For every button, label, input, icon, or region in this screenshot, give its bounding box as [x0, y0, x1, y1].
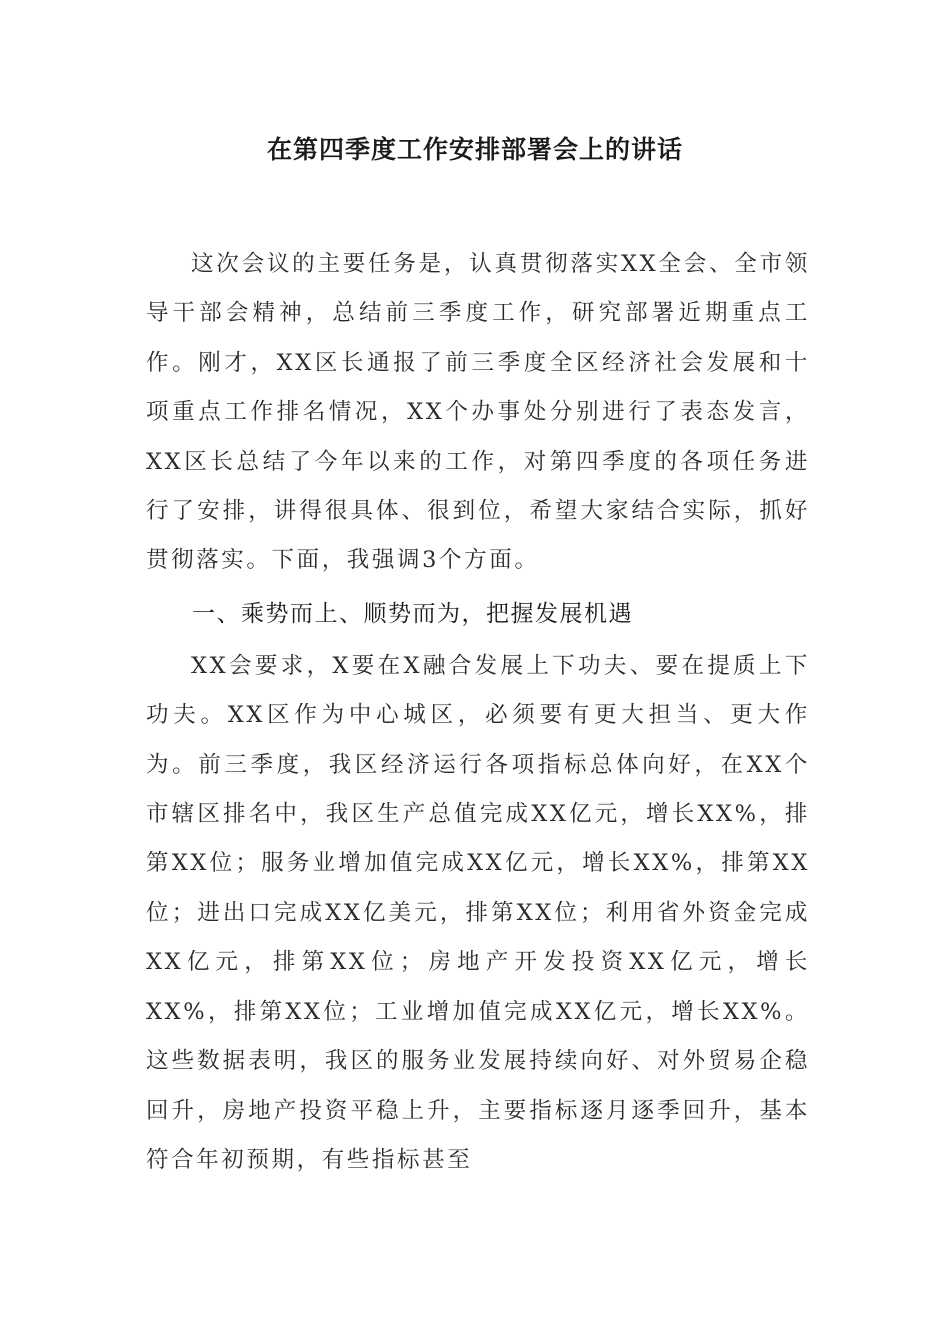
section-1-paragraph: XX会要求，X要在X融合发展上下功夫、要在提质上下功夫。XX区作为中心城区，必须要有更大担当、更大作为。前三季度，我区经济运行各项指标总体向好，在XX个市辖区排名中，我区生产总值完成XX亿元，增长XX%，排第XX位；服务业增加值完成XX亿元，增长XX%，排第XX位；进出口完成XX亿美元，排第XX位；利用省外资金完成XX亿元，排第XX位；房地产开发投资XX亿元，增长XX%，排第XX位；工业增加值完成XX亿元，增长XX%。这些数据表明，我区的服务业发展持续向好、对外贸易企稳回升，房地产投资平稳上升，主要指标逐月逐季回升，基本符合年初预期，有些指标甚至 — [146, 652, 810, 1173]
document-body — [146, 240, 810, 1185]
section-1-heading: 一、乘势而上、顺势而为，把握发展机遇 — [192, 600, 633, 627]
document-title: 在第四季度工作安排部署会上的讲话 — [266, 135, 683, 164]
intro-paragraph: 这次会议的主要任务是，认真贯彻落实XX全会、全市领导干部会精神，总结前三季度工作，研究部署近期重点工作。刚才，XX区长通报了前三季度全区经济社会发展和十项重点工作排名情况，XX个办事处分别进行了表态发言，XX区长总结了今年以来的工作，对第四季度的各项任务进行了安排，讲得很具体、很到位，希望大家结合实际，抓好贯彻落实。下面，我强调3个方面。 — [146, 251, 810, 574]
